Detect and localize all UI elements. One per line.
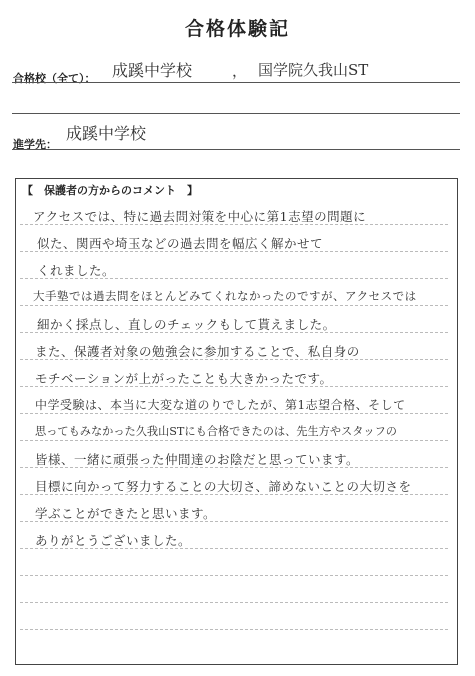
ruled-line <box>20 629 448 630</box>
enrolled-school: 成蹊中学校 <box>66 124 147 143</box>
enrolled-school-label: 進学先： <box>13 138 57 151</box>
passed-schools-label: 合格校（全て）： <box>13 72 96 85</box>
ruled-line <box>20 602 448 603</box>
comment-line-3: くれました。 <box>37 263 116 278</box>
passed-schools-underline-2 <box>12 113 460 114</box>
passed-schools-underline <box>12 82 460 83</box>
comment-line-5: 細かく採点し、直しのチェックもして貰えました。 <box>37 317 336 332</box>
comment-line-13: ありがとうございました。 <box>35 533 192 548</box>
comment-line-9: 思ってもみなかった久我山STにも合格できたのは、先生方やスタッフの <box>35 425 397 438</box>
enrolled-underline <box>12 149 460 150</box>
ruled-line <box>20 440 448 441</box>
comment-line-7: モチベーションが上がったことも大きかったです。 <box>35 371 333 386</box>
passed-school-2: 国学院久我山ST <box>258 61 369 79</box>
comment-line-11: 目標に向かって努力することの大切さ、諦めないことの大切さを <box>35 479 412 494</box>
comment-line-12: 学ぶことができたと思います。 <box>35 506 217 521</box>
passed-schools-separator: ， <box>232 62 248 80</box>
comment-heading: 【 保護者の方からのコメント 】 <box>22 184 198 197</box>
comment-line-8: 中学受験は、本当に大変な道のりでしたが、第1志望合格、そして <box>35 398 406 412</box>
comment-line-1: アクセスでは、特に過去問対策を中心に第1志望の問題に <box>33 209 367 224</box>
ruled-line <box>20 413 448 414</box>
comment-line-2: 似た、関西や埼玉などの過去問を幅広く解かせて <box>37 236 324 251</box>
page-title: 合格体験記 <box>184 18 290 40</box>
ruled-line <box>20 575 448 576</box>
ruled-line <box>20 305 448 306</box>
passed-school-1: 成蹊中学校 <box>112 61 193 80</box>
comment-line-10: 皆様、一緒に頑張った仲間達のお陰だと思っています。 <box>35 452 360 467</box>
comment-line-6: また、保護者対象の勉強会に参加することで、私自身の <box>35 344 360 359</box>
comment-line-4: 大手塾では過去問をほとんどみてくれなかったのですが、アクセスでは <box>33 289 417 303</box>
